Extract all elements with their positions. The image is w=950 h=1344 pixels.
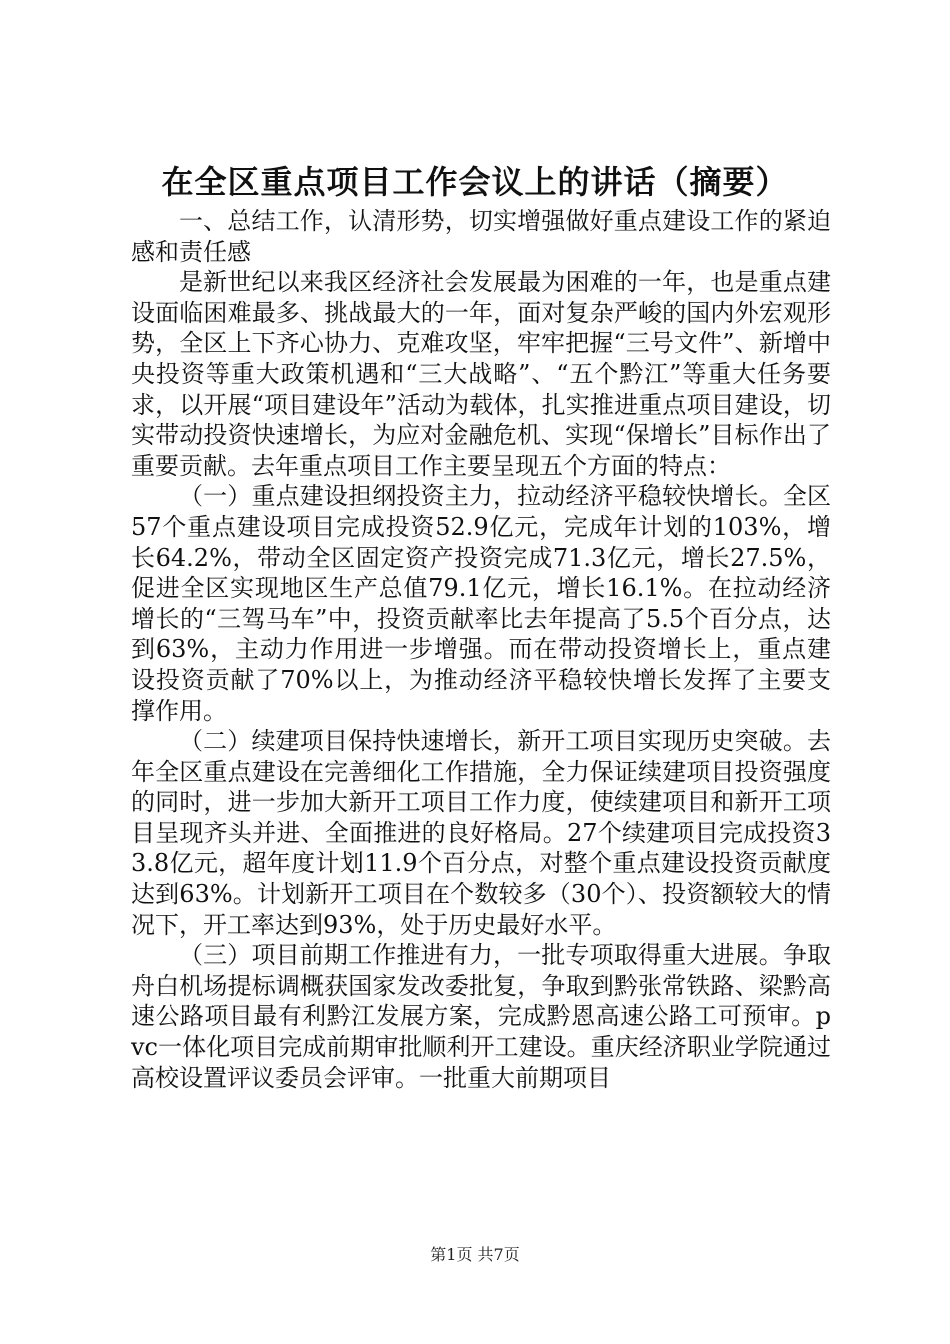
- page-number-footer: 第1页 共7页: [430, 1245, 520, 1264]
- body-paragraph: （二）续建项目保持快速增长，新开工项目实现历史突破。去年全区重点建设在完善细化工作措施，全力保证续建项目投资强度的同时，进一步加大新开工项目工作力度，使续建项目和新开工项目呈现齐头并进、全面推进的良好格局。27个续建项目完成投资33.8亿元，超年度计划11.9个百分点，对整个重点建设投资贡献度达到63%。计划新开工项目在个数较多（30个）、投资额较大的情况下，开工率达到93%，处于历史最好水平。: [131, 727, 831, 939]
- body-paragraph: （三）项目前期工作推进有力，一批专项取得重大进展。争取舟白机场提标调概获国家发改委批复，争取到黔张常铁路、梁黔高速公路项目最有利黔江发展方案，完成黔恩高速公路工可预审。pvc一体化项目完成前期审批顺利开工建设。重庆经济职业学院通过高校设置评议委员会评审。一批重大前期项目: [131, 941, 831, 1092]
- body-paragraph: （一）重点建设担纲投资主力，拉动经济平稳较快增长。全区57个重点建设项目完成投资52.9亿元，完成年计划的103%，增长64.2%，带动全区固定资产投资完成71.3亿元，增长27.5%，促进全区实现地区生产总值79.1亿元，增长16.1%。在拉动经济增长的“三驾马车”中，投资贡献率比去年提高了5.5个百分点，达到63%，主动力作用进一步增强。而在带动投资增长上，重点建设投资贡献了70%以上，为推动经济平稳较快增长发挥了主要支撑作用。: [131, 482, 831, 725]
- document-body: [131, 206, 831, 1093]
- document-title: 在全区重点项目工作会议上的讲话（摘要）: [161, 163, 789, 201]
- section-heading: 一、总结工作，认清形势，切实增强做好重点建设工作的紧迫感和责任感: [131, 207, 831, 266]
- body-paragraph: 是新世纪以来我区经济社会发展最为困难的一年，也是重点建设面临困难最多、挑战最大的一年，面对复杂严峻的国内外宏观形势，全区上下齐心协力、克难攻坚，牢牢把握“三号文件”、新增中央投资等重大政策机遇和“三大战略”、“五个黔江”等重大任务要求，以开展“项目建设年”活动为载体，扎实推进重点项目建设，切实带动投资快速增长，为应对金融危机、实现“保增长”目标作出了重要贡献。去年重点项目工作主要呈现五个方面的特点：: [131, 268, 831, 480]
